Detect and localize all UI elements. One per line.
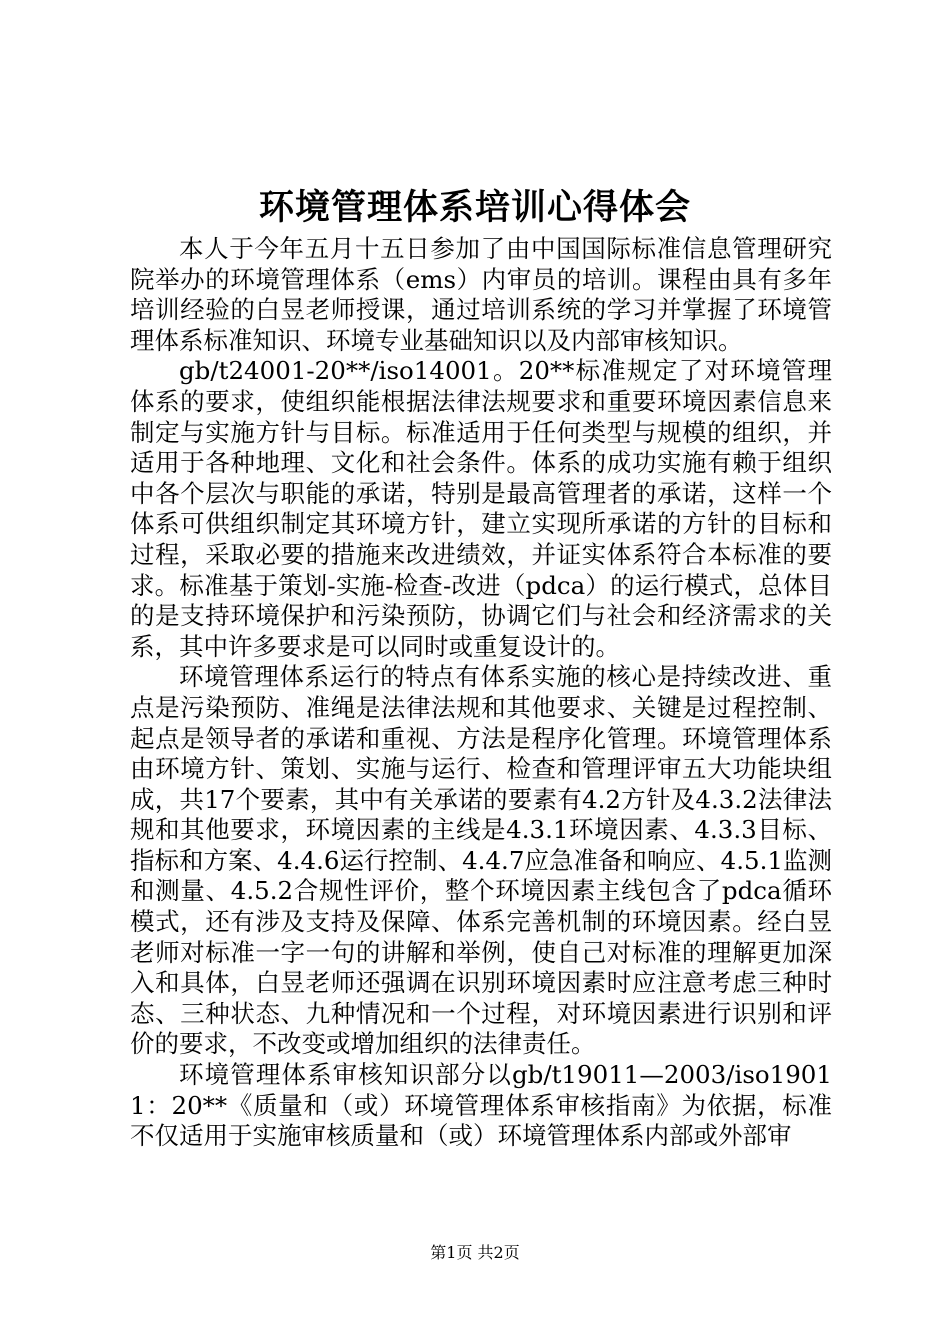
paragraph-2: gb/t24001-20**/iso14001。20**标准规定了对环境管理体系的要求，使组织能根据法律法规要求和重要环境因素信息来制定与实施方针与目标。标准适用于任何类型与规模的组织，并适用于各种地理、文化和社会条件。体系的成功实施有赖于组织中各个层次与职能的承诺，特别是最高管理者的承诺，这样一个体系可供组织制定其环境方针，建立实现所承诺的方针的目标和过程，采取必要的措施来改进绩效，并证实体系符合本标准的要求。标准基于策划-实施-检查-改进（pdca）的运行模式，总体目的是支持环境保护和污染预防，协调它们与社会和经济需求的关系，其中许多要求是可以同时或重复设计的。 — [130, 356, 832, 661]
page-footer: 第1页 共2页 — [430, 1243, 520, 1262]
paragraph-1: 本人于今年五月十五日参加了由中国国际标准信息管理研究院举办的环境管理体系（ems）内审员的培训。课程由具有多年培训经验的白昱老师授课，通过培训系统的学习并掌握了环境管理体系标准知识、环境专业基础知识以及内部审核知识。 — [130, 234, 832, 355]
paragraph-4: 环境管理体系审核知识部分以gb/t19011—2003/iso19011：20**《质量和（或）环境管理体系审核指南》为依据，标准不仅适用于实施审核质量和（或）环境管理体系内部或外部审 — [130, 1060, 832, 1151]
document-title: 环境管理体系培训心得体会 — [258, 187, 691, 228]
paragraph-3: 环境管理体系运行的特点有体系实施的核心是持续改进、重点是污染预防、准绳是法律法规和其他要求、关键是过程控制、起点是领导者的承诺和重视、方法是程序化管理。环境管理体系由环境方针、策划、实施与运行、检查和管理评审五大功能块组成，共17个要素，其中有关承诺的要素有4.2方针及4.3.2法律法规和其他要求，环境因素的主线是4.3.1环境因素、4.3.3目标、指标和方案、4.4.6运行控制、4.4.7应急准备和响应、4.5.1监测和测量、4.5.2合规性评价，整个环境因素主线包含了pdca循环模式，还有涉及支持及保障、体系完善机制的环境因素。经白昱老师对标准一字一句的讲解和举例，使自己对标准的理解更加深入和具体，白昱老师还强调在识别环境因素时应注意考虑三种时态、三种状态、九种情况和一个过程，对环境因素进行识别和评价的要求，不改变或增加组织的法律责任。 — [130, 662, 832, 1059]
document-body — [130, 234, 832, 1152]
